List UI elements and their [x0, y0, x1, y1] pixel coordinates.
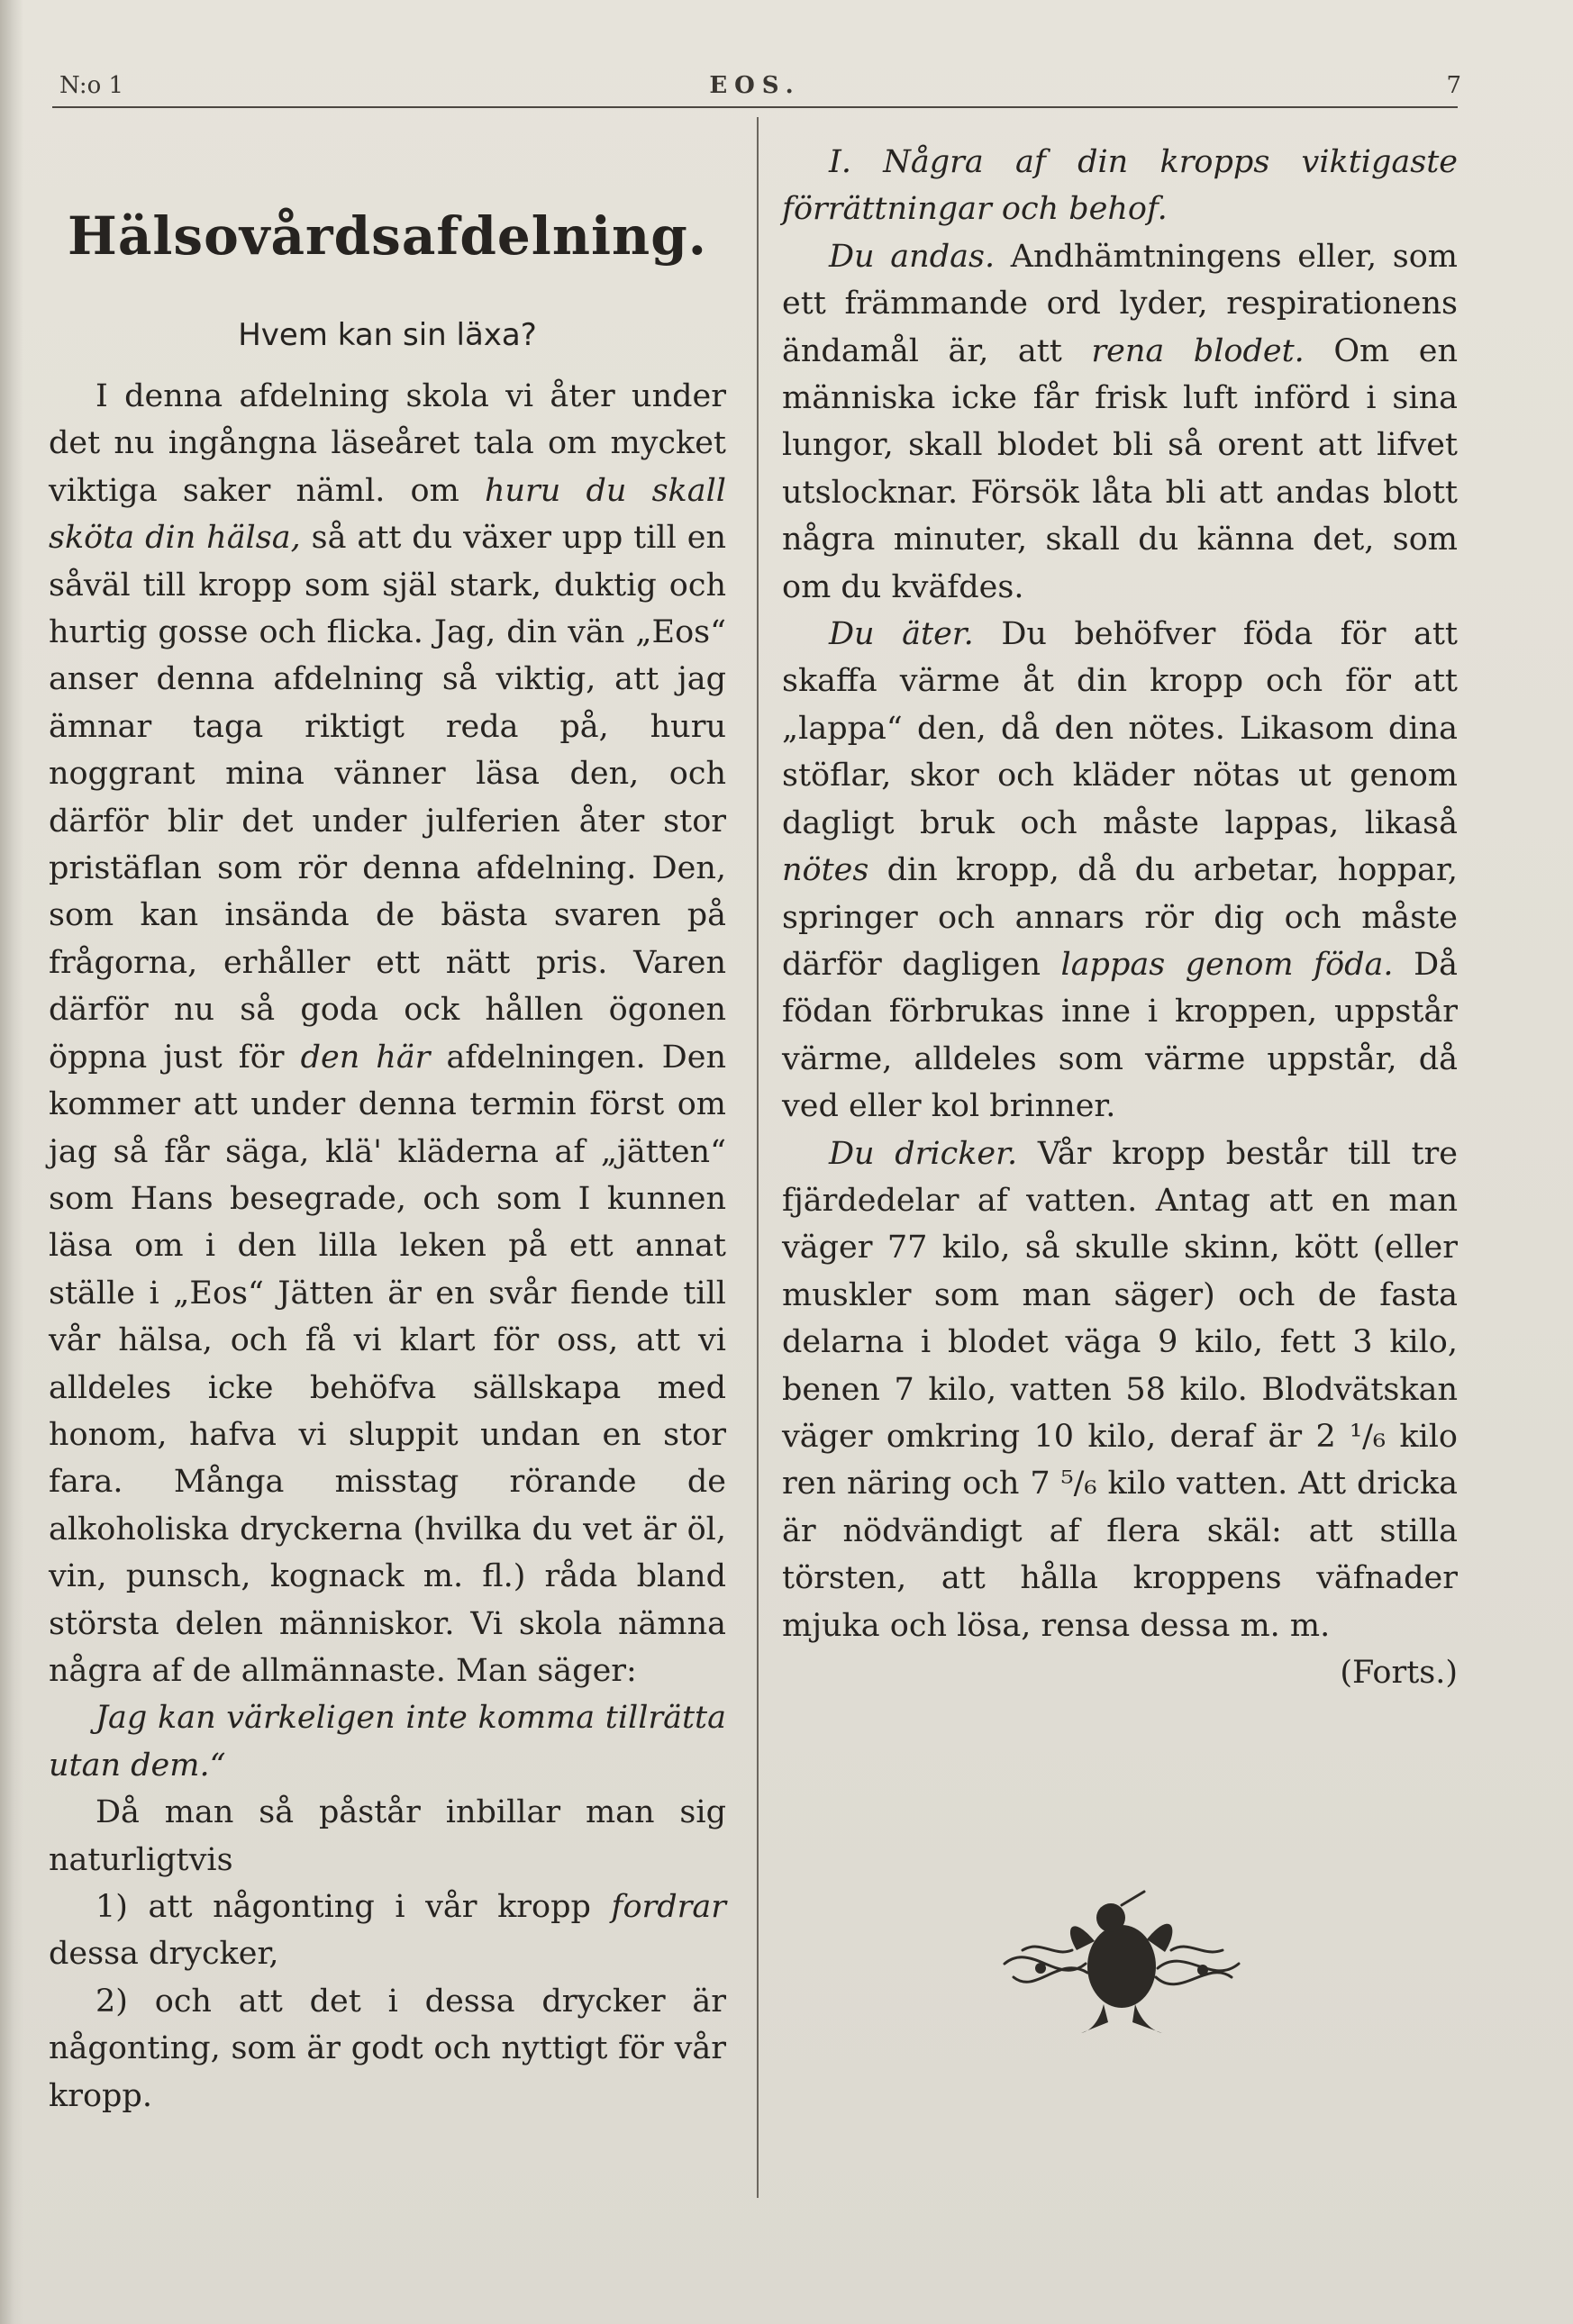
subsection-heading: I. Några af din kropps viktigaste förrättningar och behof.	[782, 144, 1458, 228]
page-number: 7	[1446, 72, 1461, 99]
left-column	[49, 166, 726, 2120]
list-item-1: 1) att någonting i vår kropp fordrar dessa drycker,	[49, 1889, 726, 1973]
breathing-paragraph: Du andas. Andhämtningens eller, som ett främmande ord lyder, respirationens ändamål är, att rena blodet. Om en människa icke får frisk luft införd i sina lungor, skall blodet bli så orent att lifvet utslocknar. Försök låta bli att andas blott några minuter, skall du känna det, som om du kväfdes.	[782, 238, 1458, 605]
section-subtitle: Hvem kan sin läxa?	[238, 317, 537, 353]
quote-paragraph: Jag kan värkeligen inte komma tillrätta utan dem.“	[49, 1700, 726, 1784]
header-rule	[52, 106, 1458, 108]
continued-note: (Forts.)	[1340, 1655, 1458, 1691]
list-item-2: 2) och att det i dessa drycker är någonting, som är godt och nyttigt för vår kropp.	[49, 1983, 726, 2114]
column-divider	[757, 117, 759, 2198]
page-edge-shadow	[0, 0, 23, 2324]
drinking-paragraph: Du dricker. Vår kropp består till tre fjärdedelar af vatten. Antag att en man väger 77 kilo, så skulle skinn, kött (eller muskler som man säger) och de fasta delarna i blodet väga 9 kilo, fett 3 kilo, benen 7 kilo, vatten 58 kilo. Blodvätskan väger omkring 10 kilo, deraf är 2 ¹/₆ kilo ren näring och 7 ⁵/₆ kilo vatten. Att dricka är nödvändigt af flera skäl: att stilla törsten, att hålla kroppens väfnader mjuka och lösa, rensa dessa m. m.	[782, 1135, 1459, 1644]
right-column	[782, 139, 1458, 1696]
claim-paragraph: Då man så påstår inbillar man sig naturligtvis	[49, 1794, 726, 1878]
publication-title: EOS.	[709, 72, 801, 99]
section-title: Hälsovårdsafdelning.	[68, 205, 707, 267]
intro-paragraph: I denna afdelning skola vi åter under det nu ingångna läseåret tala om mycket viktiga saker näml. om huru du skall sköta din hälsa, så att du växer upp till en såväl till kropp som själ stark, duktig och hurtig gosse och flicka. Jag, din vän „Eos“ anser denna afdelning så viktig, att jag ämnar taga riktigt reda på, huru noggrant mina vänner läsa den, och därför blir det under julferien åter stor pristäflan som rör denna afdelning. Den, som kan insända de bästa svaren på frågorna, erhåller ett nätt pris. Varen därför nu så goda ock hållen ögonen öppna just för den här afdelningen. Den kommer att under denna termin först om jag så får säga, klä' kläderna af „jätten“ som Hans besegrade, och som I kunnen läsa om i den lilla leken på ett annat ställe i „Eos“ Jätten är en svår fiende till vår hälsa, och få vi klart för oss, att vi alldeles icke behöfva sällskapa med honom, hafva vi sluppit undan en stor fara. Många misstag rörande de alkoholiska dryckerna (hvilka du vet är öl, vin, punsch, kognack m. fl.) råda bland största delen människor. Vi skola nämna några af de allmännaste. Man säger:	[49, 378, 727, 1689]
issue-number: N:o 1	[59, 72, 124, 99]
eating-paragraph: Du äter. Du behöfver föda för att skaffa värme åt din kropp och för att „lappa“ den, då den nötes. Likasom dina stöflar, skor och kläder nötas ut genom dagligt bruk och måste lappas, likaså nötes din kropp, då du arbetar, hoppar, springer och annars rör dig och måste därför dagligen lappas genom föda. Då födan förbrukas inne i kroppen, uppstår värme, alldeles som värme uppstår, då ved eller kol brinner.	[782, 616, 1458, 1125]
cherub-ornament-icon	[987, 1887, 1257, 2040]
